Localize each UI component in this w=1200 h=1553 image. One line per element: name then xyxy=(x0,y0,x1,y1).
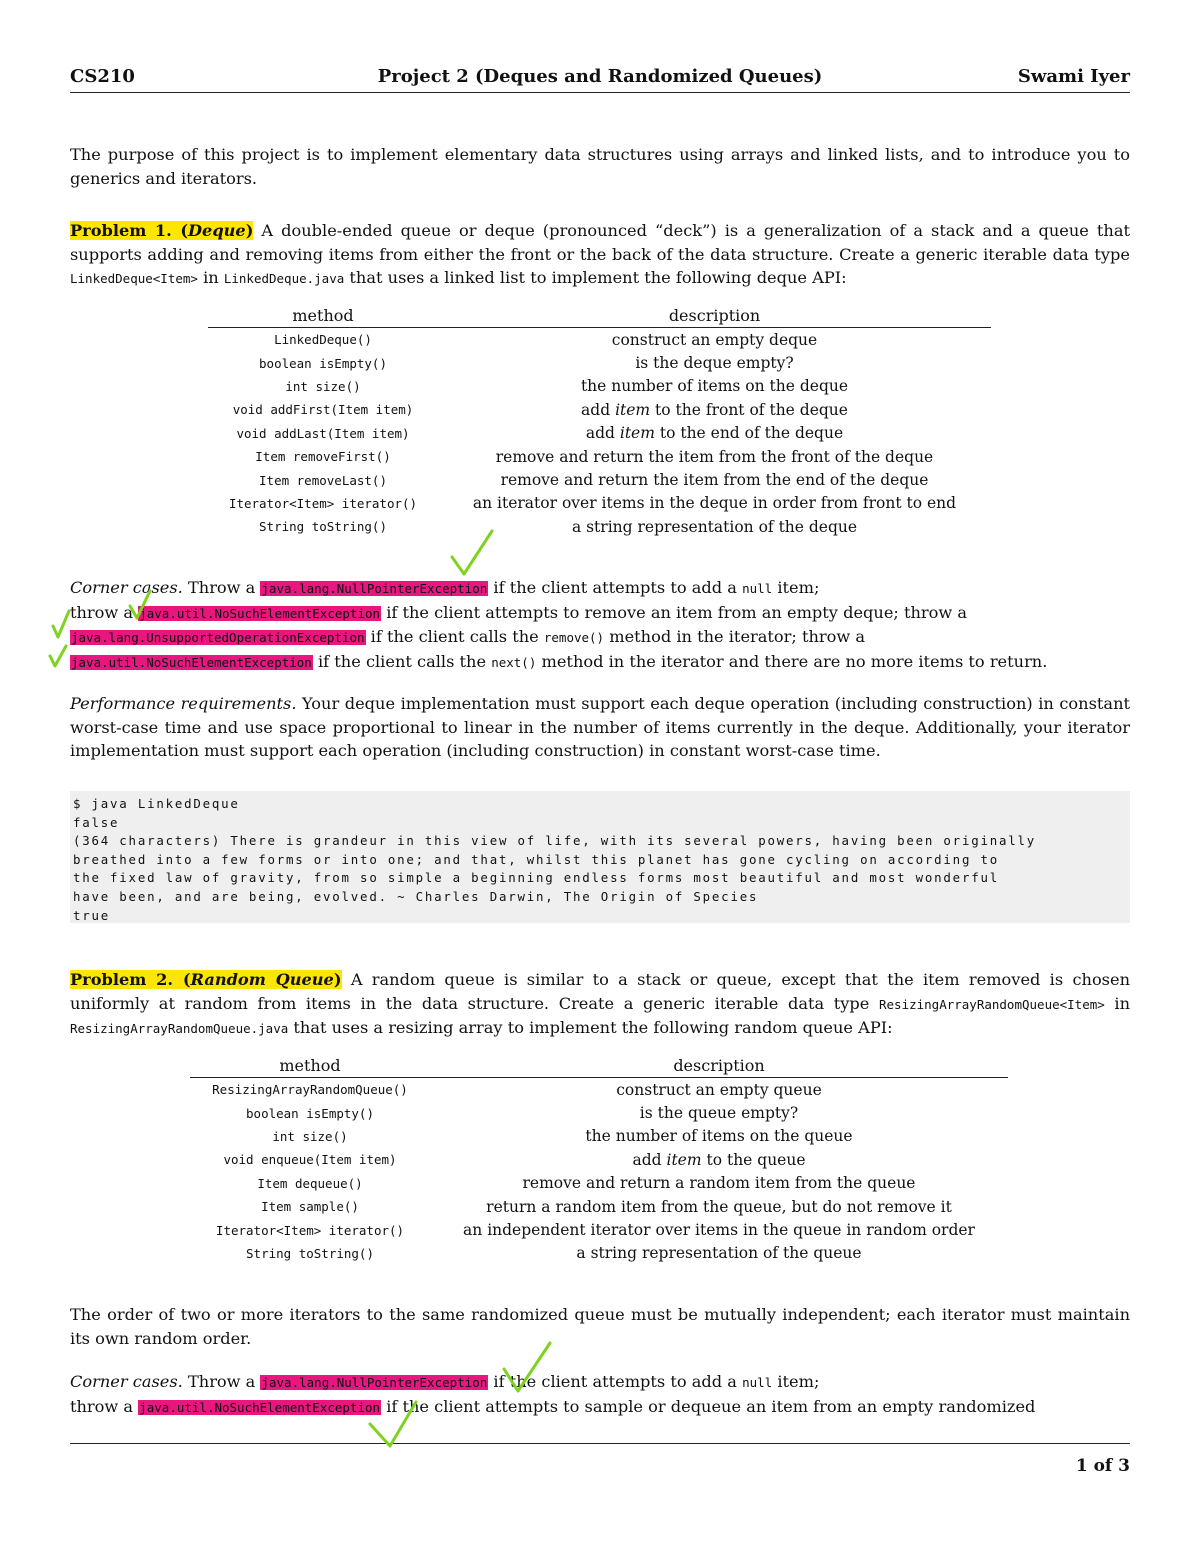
description-cell: remove and return a random item from the queue xyxy=(522,1174,916,1193)
table-row xyxy=(208,398,991,421)
description-cell: a string representation of the deque xyxy=(571,517,858,536)
table-row xyxy=(208,492,991,515)
table-row xyxy=(190,1101,1008,1124)
exception-highlight: java.lang.NullPointerException xyxy=(261,581,488,596)
description-cell: the number of items on the queue xyxy=(585,1127,853,1146)
table-row xyxy=(208,328,991,352)
description-cell: add item to the end of the deque xyxy=(585,424,844,443)
checkmark-icon xyxy=(448,527,496,579)
table-row xyxy=(190,1218,1008,1241)
exception-highlight: java.util.NoSuchElementException xyxy=(71,654,312,670)
table-row xyxy=(190,1125,1008,1148)
description-cell: an iterator over items in the deque in order from front to end xyxy=(472,494,957,513)
table-header-method: method xyxy=(190,1056,430,1078)
page-header xyxy=(70,66,1130,93)
description-cell: remove and return the item from the end of the deque xyxy=(500,471,929,490)
description-cell: is the deque empty? xyxy=(635,354,794,373)
exception-highlight: java.util.NoSuchElementException xyxy=(139,1399,381,1415)
problem1-label: Problem 1. (Deque) xyxy=(70,221,254,240)
method-cell: LinkedDeque() xyxy=(274,332,372,348)
course-code: CS210 xyxy=(70,66,135,87)
table-row xyxy=(208,445,991,468)
page-number: 1 of 3 xyxy=(1075,1456,1130,1476)
author-name: Swami Iyer xyxy=(1017,66,1130,87)
method-cell: int size() xyxy=(272,1128,348,1144)
table-row xyxy=(208,351,991,374)
document-title: Project 2 (Deques and Randomized Queues) xyxy=(377,66,823,87)
table-row xyxy=(190,1148,1008,1171)
method-cell: int size() xyxy=(285,378,361,394)
description-cell: an independent iterator over items in the queue in random order xyxy=(463,1221,975,1240)
corner-cases-label: Corner cases. xyxy=(70,1372,183,1391)
table-row xyxy=(190,1078,1008,1102)
performance-requirements: Performance requirements. Your deque implementation must support each deque operation (including construction) in constant worst-case time and use space proportional to linear in the number of items currently in the deque. Additionally, your iterator implementation must support each operation (including construction) in constant worst-case time. xyxy=(70,694,1130,760)
method-cell: Item sample() xyxy=(261,1199,359,1215)
problem1-corner-cases: Corner cases. Throw a java.lang.NullPointerException if the client attempts to add a null item; throw a java.util.NoSuchElementException if the client attempts to remove an item from an empty deque; throw a java.lang.UnsupportedOperationException if the client calls the remove() method in the iterator; throw a java.util.NoSuchElementException if the client calls the next() method in the iterator and there are no more items to return. xyxy=(70,578,1048,671)
method-cell: String toString() xyxy=(246,1245,374,1261)
exception-highlight: java.lang.NullPointerException xyxy=(261,1375,488,1390)
footer-rule xyxy=(70,1443,1130,1444)
table-header-description: description xyxy=(430,1056,1008,1078)
problem1-type-code: LinkedDeque<Item> xyxy=(70,271,198,286)
method-cell: Item dequeue() xyxy=(257,1175,363,1191)
method-cell: void addFirst(Item item) xyxy=(232,402,414,418)
description-cell: return a random item from the queue, but do not remove it xyxy=(486,1197,952,1216)
corner-cases-label: Corner cases. xyxy=(70,578,183,597)
checkmark-icon xyxy=(50,608,72,640)
checkmark-icon xyxy=(366,1398,420,1450)
description-cell: a string representation of the queue xyxy=(576,1244,862,1263)
description-cell: construct an empty deque xyxy=(611,330,818,349)
iterator-order-paragraph: The order of two or more iterators to the same randomized queue must be mutually independent; each iterator must maintain its own random order. xyxy=(70,1305,1130,1348)
table-row xyxy=(190,1242,1008,1265)
table-row xyxy=(190,1172,1008,1195)
table-row xyxy=(208,375,991,398)
method-cell: Item removeLast() xyxy=(259,472,387,488)
table-row xyxy=(208,422,991,445)
description-cell: is the queue empty? xyxy=(639,1104,799,1123)
problem2-type-code: ResizingArrayRandomQueue<Item> xyxy=(879,996,1105,1012)
problem2-paragraph: Problem 2. (Random Queue) A random queue is similar to a stack or queue, except that the item removed is chosen uniformly at random from items in the data structure. Create a generic iterable data type ResizingArrayRandomQueue<Item> in ResizingArrayRandomQueue.java that uses a resizing array to implement the following random queue API: xyxy=(70,970,1131,1037)
performance-label: Performance requirements. xyxy=(70,694,297,713)
checkmark-icon xyxy=(47,643,69,669)
problem2-file-code: ResizingArrayRandomQueue.java xyxy=(70,1021,289,1036)
method-cell: ResizingArrayRandomQueue() xyxy=(212,1082,408,1098)
random-queue-api-table xyxy=(190,1056,1008,1265)
exception-highlight: java.lang.UnsupportedOperationException xyxy=(71,630,365,645)
description-cell: remove and return the item from the front of the deque xyxy=(495,447,934,466)
exception-highlight: java.util.NoSuchElementException xyxy=(139,605,381,621)
checkmark-icon xyxy=(127,588,153,622)
description-cell: construct an empty queue xyxy=(616,1080,822,1099)
table-row xyxy=(208,515,991,538)
method-cell: void enqueue(Item item) xyxy=(223,1152,397,1168)
table-row xyxy=(208,468,991,491)
method-cell: Iterator<Item> iterator() xyxy=(215,1222,405,1238)
problem2-corner-cases: Corner cases. Throw a java.lang.NullPointerException if the client attempts to add a null item; throw a java.util.NoSuchElementException if the client attempts to sample or dequeue an item from an empty randomized xyxy=(70,1372,1036,1416)
method-cell: boolean isEmpty() xyxy=(246,1105,374,1121)
checkmark-icon xyxy=(500,1339,554,1395)
intro-paragraph: The purpose of this project is to implement elementary data structures using arrays and linked lists, and to introduce you to generics and iterators. xyxy=(70,145,1130,188)
method-cell: Item removeFirst() xyxy=(255,449,391,465)
method-cell: Iterator<Item> iterator() xyxy=(228,495,418,511)
problem1-name: Deque xyxy=(187,221,246,240)
method-cell: String toString() xyxy=(259,519,387,535)
table-header-method: method xyxy=(208,306,438,328)
description-cell: add item to the front of the deque xyxy=(581,400,848,419)
table-header-description: description xyxy=(438,306,991,328)
table-row xyxy=(190,1195,1008,1218)
description-cell: the number of items on the deque xyxy=(580,377,849,396)
problem1-file-code: LinkedDeque.java xyxy=(223,271,345,286)
problem2-label: Problem 2. (Random Queue) xyxy=(70,970,342,989)
method-cell: boolean isEmpty() xyxy=(259,355,387,371)
method-cell: void addLast(Item item) xyxy=(236,425,410,441)
terminal-output: $ java LinkedDeque false (364 characters) There is grandeur in this view of life, with its several powers, having been originally breathed into a few forms or into one; and that, whilst this planet has gone cycling on according to the fixed law of gravity, from so simple a beginning endless forms most beautiful and most wonderful have been, and are being, evolved. ~ Charles Darwin, The Origin of Species true xyxy=(70,791,1130,923)
deque-api-table xyxy=(208,306,991,539)
description-cell: add item to the queue xyxy=(632,1150,806,1169)
problem2-name: Random Queue xyxy=(190,970,334,989)
problem1-paragraph: Problem 1. (Deque) A double-ended queue or deque (pronounced “deck”) is a generalization of a stack and a queue that supports adding and removing items from either the front or the back of the data structure. Create a generic iterable data type LinkedDeque<Item> in LinkedDeque.java that uses a linked list to implement the following deque API: xyxy=(70,221,1130,287)
